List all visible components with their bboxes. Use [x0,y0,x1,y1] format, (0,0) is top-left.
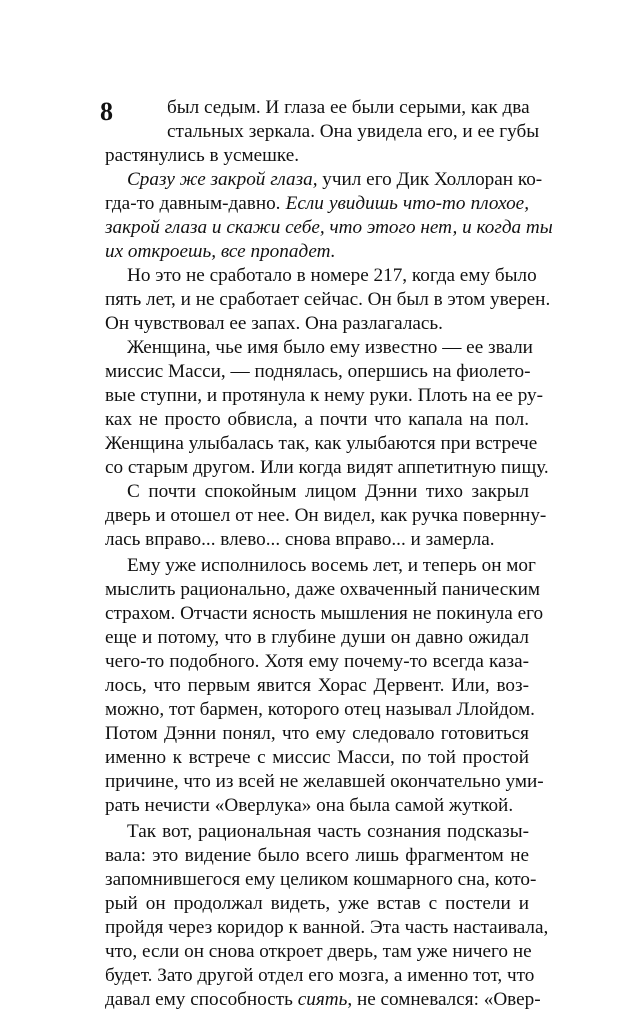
text-line: мыслить рационально, даже охваченный паническим [105,579,541,600]
text-line [105,192,529,216]
text-line: еще и потому, что в глубине души он давно ожидал [105,627,529,648]
text-line: Но это не сработало в номере 217, когда ему было [127,265,537,286]
text-line [105,240,529,264]
italic-text: их откроешь, все пропадет. [105,241,336,262]
text-line: Женщина улыбалась так, как улыбаются при встрече [105,433,538,454]
text-line: вые ступни, и протянула к нему руки. Плоть на ее ру- [105,385,544,406]
text-line: со старым другом. Или когда видят аппетитную пищу. [105,457,549,478]
text-span: давал ему способность [105,989,298,1010]
text-line: причине, что из всей не желавшей окончательно уми- [105,771,544,792]
text-span: учил его Дик Холлоран ко- [317,169,543,190]
text-line: растянулись в усмешке. [105,145,300,166]
text-line: именно к встрече с миссис Масси, по той простой [105,747,529,768]
text-line: миссис Масси, — поднялась, опершись на фиолето- [105,361,531,382]
text-line: Он чувствовал ее запах. Она разлагалась. [105,313,443,334]
text-span: , не сомневался: «Овер- [347,989,541,1010]
text-line: Потом Дэнни понял, что ему следовало готовиться [105,723,529,744]
text-line: пройдя через коридор к ванной. Эта часть настаивала, [105,917,549,938]
text-line [105,988,541,1012]
text-line: рать нечисти «Оверлука» она была самой жуткой. [105,795,514,816]
text-line: можно, тот бармен, которого отец называл Ллойдом. [105,699,535,720]
text-line: лась вправо... влево... снова вправо... и замерла. [105,529,495,550]
text-line: дверь и отошел от нее. Он видел, как ручка повернну- [105,505,547,526]
italic-text: Если увидишь что-то плохое, [285,193,529,214]
text-line: запомнившегося ему целиком кошмарного сна, кото- [105,869,537,890]
text-line: чего-то подобного. Хотя ему почему-то всегда каза- [105,651,529,672]
text-line: рый он продолжал видеть, уже встав с постели и [105,893,529,914]
italic-text: закрой глаза и скажи себе, что этого нет, и когда ты [105,217,553,238]
text-line: что, если он снова откроет дверь, там уже ничего не [105,941,532,962]
text-line: страхом. Отчасти ясность мышления не покинула его [105,603,544,624]
text-line: вала: это видение было всего лишь фрагментом не [105,845,529,866]
text-line: лось, что первым явится Хорас Дервент. Или, воз- [105,675,529,696]
text-line: Так вот, рациональная часть сознания подсказы- [127,821,529,842]
text-line: был седым. И глаза ее были серыми, как два [167,97,530,118]
italic-text: Сразу же закрой глаза, [127,169,318,190]
text-line [105,216,553,240]
text-line: будет. Зато другой отдел его мозга, а именно тот, что [105,965,535,986]
text-line: С почти спокойным лицом Дэнни тихо закрыл [127,481,529,502]
page-number: 8 [100,97,113,126]
text-line: Женщина, чье имя было ему известно — ее звали [127,337,533,358]
text-span: гда-то давным-давно. [105,193,286,214]
text-line [105,168,543,192]
text-line: стальных зеркала. Она увидела его, и ее губы [167,121,540,142]
text-line: ках не просто обвисла, а почти что капала на пол. [105,409,529,430]
body-text [105,96,553,1012]
text-line: Ему уже исполнилось восемь лет, и теперь он мог [127,555,536,576]
text-line: пять лет, и не сработает сейчас. Он был в этом уверен. [105,289,551,310]
italic-text: сиять [297,989,348,1010]
